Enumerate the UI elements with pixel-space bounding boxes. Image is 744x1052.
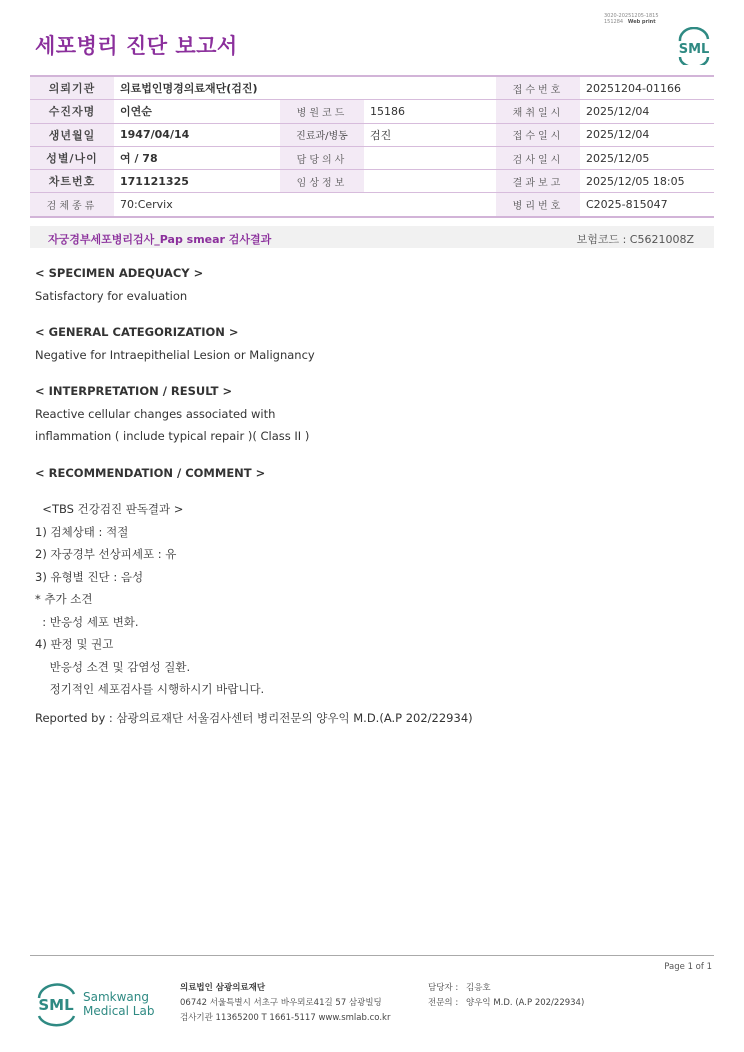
value-requesting-org: 의료법인명경의료재단(검진) — [114, 76, 496, 100]
value-chart-number: 171121325 — [114, 170, 280, 193]
label-collection-date: 채취일시 — [496, 100, 580, 123]
samkwang-logo — [36, 980, 160, 1028]
table-row — [30, 100, 714, 123]
label-receipt-date: 접수일시 — [496, 123, 580, 146]
interpretation-line: inflammation ( include typical repair )( Class II ) — [35, 429, 310, 443]
table-row — [30, 76, 714, 100]
specialist-label: 전문의 : — [428, 998, 459, 1008]
comment-line: <TBS 건강검진 판독결과 > — [35, 502, 184, 516]
value-receipt-date: 2025/12/04 — [580, 123, 714, 146]
insurance-code: 보험코드 : C5621008Z — [576, 233, 694, 246]
org-contact: 검사기관 11365200 T 1661-5117 www.smlab.co.kr — [180, 1013, 391, 1023]
patient-info-table — [30, 75, 714, 218]
org-address: 06742 서울특별시 서초구 바우뫼로41길 57 삼광빌딩 — [180, 998, 382, 1008]
table-row — [30, 193, 714, 217]
comment-line: 반응성 소견 및 감염성 질환. — [35, 659, 191, 674]
table-row — [30, 146, 714, 169]
specialist-name: 양우익 M.D. (A.P 202/22934) — [466, 998, 585, 1008]
web-print-label: Web print — [627, 19, 656, 25]
label-receipt-number: 접수번호 — [496, 76, 580, 100]
report-body — [35, 262, 695, 729]
interpretation-line: Reactive cellular changes associated with — [35, 406, 276, 421]
label-pathology-number: 병리번호 — [496, 193, 580, 217]
samkwang-logo-sml: SML — [38, 996, 74, 1014]
table-row — [30, 123, 714, 146]
general-heading: < GENERAL CATEGORIZATION > — [35, 325, 239, 339]
value-doctor — [364, 146, 496, 169]
general-text: Negative for Intraepithelial Lesion or Malignancy — [35, 347, 315, 362]
footer-divider — [30, 955, 714, 956]
label-department: 진료과/병동 — [280, 123, 364, 146]
sml-logo — [674, 27, 714, 65]
print-code-line2: 151284 — [604, 19, 624, 25]
page-title: 세포병리 진단 보고서 — [35, 34, 238, 58]
page-number: Page 1 of 1 — [664, 962, 712, 972]
comment-line: 정기적인 세포검사를 시행하시기 바랍니다. — [35, 682, 265, 696]
value-receipt-number: 20251204-01166 — [580, 76, 714, 100]
interpretation-heading: < INTERPRETATION / RESULT > — [35, 384, 233, 398]
value-pathology-number: C2025-815047 — [580, 193, 714, 217]
recommendation-heading: < RECOMMENDATION / COMMENT > — [35, 465, 266, 480]
label-specimen-type: 검체종류 — [30, 193, 114, 217]
org-name: 의료법인 삼광의료재단 — [180, 983, 266, 993]
label-doctor: 담당의사 — [280, 146, 364, 169]
value-patient-name: 이연순 — [114, 100, 280, 123]
test-name: 자궁경부세포병리검사_Pap smear 검사결과 — [48, 233, 272, 246]
comment-line: 4) 판정 및 권고 — [35, 637, 114, 651]
footer-org-info — [180, 981, 390, 1026]
label-clinical-info: 임상정보 — [280, 170, 364, 193]
value-birth-date: 1947/04/14 — [114, 123, 280, 146]
comment-line: : 반응성 세포 변화. — [35, 614, 139, 629]
comment-line: 1) 검체상태 : 적절 — [35, 524, 129, 539]
label-requesting-org: 의뢰기관 — [30, 76, 114, 100]
test-name-bar — [30, 226, 714, 248]
comment-line: 3) 유형별 진단 : 음성 — [35, 569, 144, 584]
table-row — [30, 170, 714, 193]
label-chart-number: 차트번호 — [30, 170, 114, 193]
label-sex-age: 성별/나이 — [30, 146, 114, 169]
value-department: 검진 — [364, 123, 496, 146]
print-code — [604, 13, 659, 25]
manager-label: 담당자 : — [428, 983, 459, 993]
value-clinical-info — [364, 170, 496, 193]
samkwang-logo-line1: Samkwang — [83, 990, 149, 1004]
value-sex-age: 여 / 78 — [114, 146, 280, 169]
value-collection-date: 2025/12/04 — [580, 100, 714, 123]
specimen-text: Satisfactory for evaluation — [35, 288, 188, 303]
footer-staff-info — [428, 981, 584, 1011]
value-test-date: 2025/12/05 — [580, 146, 714, 169]
label-hospital-code: 병원코드 — [280, 100, 364, 123]
sml-logo-text: SML — [678, 42, 710, 57]
comment-line: * 추가 소견 — [35, 592, 93, 606]
comment-line: 2) 자궁경부 선상피세포 : 유 — [35, 547, 177, 561]
value-hospital-code: 15186 — [364, 100, 496, 123]
value-specimen-type: 70:Cervix — [114, 193, 496, 217]
label-birth-date: 생년월일 — [30, 123, 114, 146]
print-code-line1: 3020-20251205-1815 — [604, 13, 659, 19]
value-result-report: 2025/12/05 18:05 — [580, 170, 714, 193]
manager-name: 김응호 — [466, 983, 491, 993]
specimen-heading: < SPECIMEN ADEQUACY > — [35, 266, 204, 280]
label-patient-name: 수진자명 — [30, 100, 114, 123]
samkwang-logo-line2: Medical Lab — [83, 1004, 155, 1018]
reported-by: Reported by : 삼광의료재단 서울검사센터 병리전문의 양우익 M.D.(A.P 202/22934) — [35, 710, 473, 725]
label-result-report: 결과보고 — [496, 170, 580, 193]
label-test-date: 검사일시 — [496, 146, 580, 169]
